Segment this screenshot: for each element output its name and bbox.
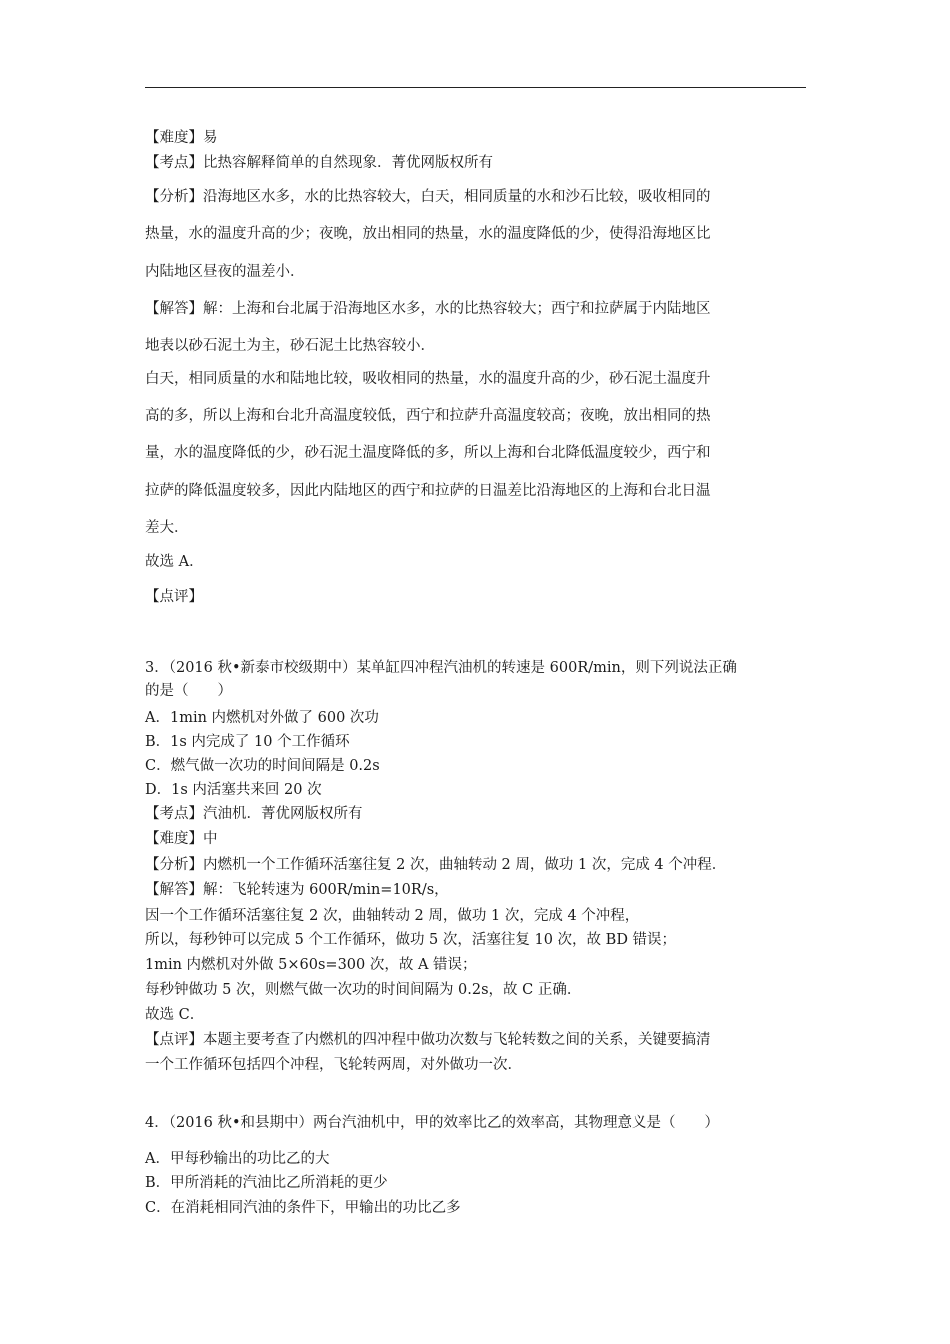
q3-analysis: 【分析】内燃机一个工作循环活塞往复 2 次，曲轴转动 2 周，做功 1 次，完成 4 个冲程． xyxy=(145,857,727,873)
q3-solution-line-3: 所以，每秒钟可以完成 5 个工作循环，做功 5 次，活塞往复 10 次，故 BD 错误； xyxy=(145,932,677,948)
q2-solution-line-7: 差大． xyxy=(145,520,189,536)
q2-solution-line-6: 拉萨的降低温度较多，因此内陆地区的西宁和拉萨的日温差比沿海地区的上海和台北日温 xyxy=(145,483,711,499)
q3-comment-line-1: 【点评】本题主要考查了内燃机的四冲程中做功次数与飞轮转数之间的关系，关键要搞清 xyxy=(145,1032,711,1048)
q4-stem: 4．（2016 秋•和县期中）两台汽油机中，甲的效率比乙的效率高，其物理意义是（ ） xyxy=(145,1115,720,1131)
q3-option-a: A．1min 内燃机对外做了 600 次功 xyxy=(145,710,379,726)
q3-solution-line-1: 【解答】解：飞轮转速为 600R/min=10R/s， xyxy=(145,882,449,898)
q3-solution-line-2: 因一个工作循环活塞往复 2 次，曲轴转动 2 周，做功 1 次，完成 4 个冲程， xyxy=(145,908,640,924)
q2-solution-line-5: 量，水的温度降低的少，砂石泥土温度降低的多，所以上海和台北降低温度较少，西宁和 xyxy=(145,445,711,461)
q3-comment-line-2: 一个工作循环包括四个冲程，飞轮转两周，对外做功一次． xyxy=(145,1057,522,1073)
q3-option-d: D．1s 内活塞共来回 20 次 xyxy=(145,782,322,798)
q2-solution-answer: 故选 A． xyxy=(145,554,204,570)
q2-analysis-line-2: 热量，水的温度升高的少；夜晚，放出相同的热量，水的温度降低的少，使得沿海地区比 xyxy=(145,226,711,242)
q2-solution-line-3: 白天，相同质量的水和陆地比较，吸收相同的热量，水的温度升高的少，砂石泥土温度升 xyxy=(145,371,711,387)
q2-keypoint: 【考点】比热容解释简单的自然现象．菁优网版权所有 xyxy=(145,155,493,171)
q3-solution-answer: 故选 C． xyxy=(145,1007,205,1023)
q2-solution-line-2: 地表以砂石泥土为主，砂石泥土比热容较小． xyxy=(145,338,435,354)
q2-solution-line-4: 高的多，所以上海和台北升高温度较低，西宁和拉萨升高温度较高；夜晚，放出相同的热 xyxy=(145,408,711,424)
q3-keypoint: 【考点】汽油机．菁优网版权所有 xyxy=(145,806,363,822)
q2-difficulty: 【难度】易 xyxy=(145,130,218,146)
q2-analysis-line-1: 【分析】沿海地区水多，水的比热容较大，白天，相同质量的水和沙石比较，吸收相同的 xyxy=(145,189,711,205)
q3-option-c: C．燃气做一次功的时间间隔是 0.2s xyxy=(145,758,380,774)
q2-comment: 【点评】 xyxy=(145,589,203,605)
q3-option-b: B．1s 内完成了 10 个工作循环 xyxy=(145,734,350,750)
q3-solution-line-4: 1min 内燃机对外做 5×60s=300 次，故 A 错误； xyxy=(145,957,477,973)
header-rule xyxy=(145,87,806,88)
q4-option-a: A．甲每秒输出的功比乙的大 xyxy=(145,1151,330,1167)
q3-stem-line-1: 3．（2016 秋•新泰市校级期中）某单缸四冲程汽油机的转速是 600R/min，则下列说法正确 xyxy=(145,660,737,676)
q3-stem-line-2: 的是（ ） xyxy=(145,683,232,699)
q3-solution-line-5: 每秒钟做功 5 次，则燃气做一次功的时间间隔为 0.2s，故 C 正确． xyxy=(145,982,582,998)
q4-option-b: B．甲所消耗的汽油比乙所消耗的更少 xyxy=(145,1175,388,1191)
q2-analysis-line-3: 内陆地区昼夜的温差小． xyxy=(145,264,305,280)
q2-solution-line-1: 【解答】解：上海和台北属于沿海地区水多，水的比热容较大；西宁和拉萨属于内陆地区 xyxy=(145,301,711,317)
q4-option-c: C．在消耗相同汽油的条件下，甲输出的功比乙多 xyxy=(145,1200,461,1216)
q3-difficulty: 【难度】中 xyxy=(145,831,218,847)
